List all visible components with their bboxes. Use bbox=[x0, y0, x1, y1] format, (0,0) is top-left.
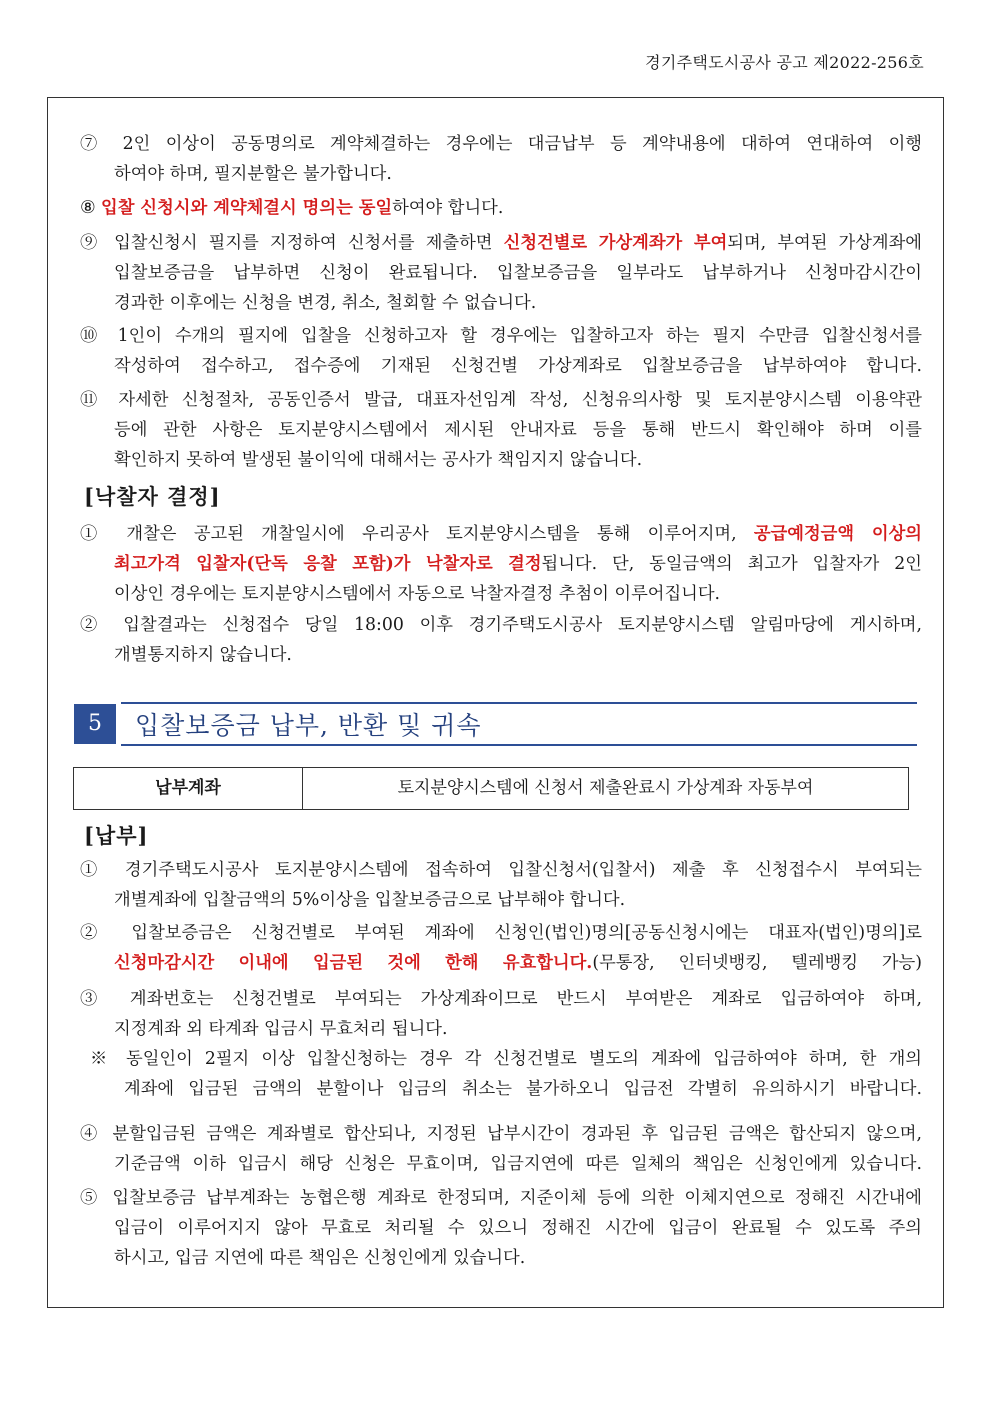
clause-text: 되며, 부여된 가상계좌에 bbox=[727, 233, 923, 253]
clause-text: 입찰보증금은 신청건별로 부여된 계좌에 신청인(법인)명의[공동신청시에는 대표자(법인)명의]로 bbox=[131, 923, 922, 943]
clause-highlight: 최고가격 입찰자(단독 응찰 포함)가 낙찰자로 결정 bbox=[114, 554, 542, 574]
clause-text: 작성하여 접수하고, 접수증에 기재된 신청건별 가상계좌로 입찰보증금을 납부하여야 합니다. bbox=[114, 356, 922, 376]
payment-item-5 bbox=[80, 1183, 922, 1273]
clause-text: 이상인 경우에는 토지분양시스템에서 자동으로 낙찰자결정 추첨이 이루어집니다. bbox=[114, 584, 721, 604]
clause-text: 확인하지 못하여 발생된 불이익에 대해서는 공사가 책임지지 않습니다. bbox=[114, 450, 643, 470]
clause-text: 하시고, 입금 지연에 따른 책임은 신청인에게 있습니다. bbox=[114, 1248, 526, 1268]
clause-item-10 bbox=[80, 321, 922, 381]
clause-text: 경과한 이후에는 신청을 변경, 취소, 철회할 수 없습니다. bbox=[114, 293, 537, 313]
clause-mark: ③ bbox=[80, 989, 111, 1009]
clause-text: 개별계좌에 입찰금액의 5%이상을 입찰보증금으로 납부해야 합니다. bbox=[114, 890, 626, 910]
clause-text: 동일인이 2필지 이상 입찰신청하는 경우 각 신청건별로 별도의 계좌에 입금하여야 하며, 한 개의 bbox=[126, 1049, 922, 1069]
clause-mark: ⑤ bbox=[80, 1188, 103, 1208]
clause-mark: ② bbox=[80, 923, 112, 943]
clause-item-7 bbox=[80, 129, 922, 189]
table-label-cell: 납부계좌 bbox=[74, 768, 303, 809]
clause-text: 하여야 하며, 필지분할은 불가합니다. bbox=[114, 164, 392, 184]
clause-mark: ① bbox=[80, 860, 109, 880]
payment-heading: [납부] bbox=[84, 823, 149, 848]
clause-item-9 bbox=[80, 228, 922, 318]
clause-text: 계좌번호는 신청건별로 부여되는 가상계좌이므로 반드시 부여받은 계좌로 입금하여야 하며, bbox=[129, 989, 922, 1009]
payment-note bbox=[90, 1044, 922, 1104]
table-value-cell: 토지분양시스템에 신청서 제출완료시 가상계좌 자동부여 bbox=[397, 778, 814, 798]
clause-text: 하여야 합니다. bbox=[392, 198, 504, 218]
payment-item-2 bbox=[80, 918, 922, 978]
payment-item-1 bbox=[80, 855, 922, 915]
clause-text: (무통장, 인터넷뱅킹, 텔레뱅킹 가능) bbox=[592, 953, 922, 973]
clause-text: 자세한 신청절차, 공동인증서 발급, 대표자선임계 작성, 신청유의사항 및 토지분양시스템 이용약관 bbox=[118, 390, 922, 410]
payment-account-table bbox=[73, 767, 909, 810]
winner-item-2 bbox=[80, 610, 922, 670]
clause-mark: ⑪ bbox=[80, 390, 106, 410]
clause-text: 2인 이상이 공동명의로 계약체결하는 경우에는 대금납부 등 계약내용에 대하여 연대하여 이행 bbox=[122, 134, 922, 154]
clause-text: 기준금액 이하 입금시 해당 신청은 무효이며, 입금지연에 따른 일체의 책임은 신청인에게 있습니다. bbox=[114, 1154, 922, 1174]
clause-text: 경기주택도시공사 토지분양시스템에 접속하여 입찰신청서(입찰서) 제출 후 신청접수시 부여되는 bbox=[124, 860, 922, 880]
clause-highlight: 입찰 신청시와 계약체결시 명의는 동일 bbox=[101, 198, 393, 218]
clause-highlight: 신청마감시간 이내에 입금된 것에 한해 유효합니다. bbox=[114, 953, 593, 973]
winner-heading: [낙찰자 결정] bbox=[84, 484, 221, 509]
clause-text: 입찰결과는 신청접수 당일 18:00 이후 경기주택도시공사 토지분양시스템 알림마당에 게시하며, bbox=[123, 615, 922, 635]
clause-mark: ② bbox=[80, 615, 108, 635]
clause-text: 입금이 이루어지지 않아 무효로 처리될 수 있으니 정해진 시간에 입금이 완료될 수 있도록 주의 bbox=[114, 1218, 922, 1238]
clause-text: 입찰보증금 납부계좌는 농협은행 계좌로 한정되며, 지준이체 등에 의한 이체지연으로 정해진 시간내에 bbox=[112, 1188, 922, 1208]
clause-text: 지정계좌 외 타계좌 입금시 무효처리 됩니다. bbox=[114, 1019, 448, 1039]
clause-mark: ⑨ bbox=[80, 233, 103, 253]
clause-mark: ① bbox=[80, 524, 110, 544]
clause-text: 입찰신청시 필지를 지정하여 신청서를 제출하면 bbox=[114, 233, 504, 253]
clause-text: 입찰보증금을 납부하면 신청이 완료됩니다. 입찰보증금을 일부라도 납부하거나 신청마감시간이 bbox=[114, 263, 922, 283]
clause-text: 개별통지하지 않습니다. bbox=[114, 645, 292, 665]
clause-mark: ⑧ bbox=[80, 198, 96, 218]
payment-item-3 bbox=[80, 984, 922, 1044]
clause-text: 분할입금된 금액은 계좌별로 합산되나, 지정된 납부시간이 경과된 후 입금된 금액은 합산되지 않으며, bbox=[112, 1124, 922, 1144]
clause-text: 등에 관한 사항은 토지분양시스템에서 제시된 안내자료 등을 통해 반드시 확인해야 하며 이를 bbox=[114, 420, 922, 440]
clause-item-11 bbox=[80, 385, 922, 475]
section-title-bar bbox=[121, 702, 917, 746]
section-number-badge: 5 bbox=[74, 704, 116, 744]
clause-text: 됩니다. 단, 동일금액의 최고가 입찰자가 2인 bbox=[541, 554, 922, 574]
clause-mark: ④ bbox=[80, 1124, 103, 1144]
clause-highlight: 신청건별로 가상계좌가 부여 bbox=[503, 233, 728, 253]
winner-item-1 bbox=[80, 519, 922, 609]
payment-item-4 bbox=[80, 1119, 922, 1179]
clause-item-8 bbox=[80, 193, 922, 223]
clause-mark: ⑦ bbox=[80, 134, 108, 154]
clause-text: 개찰은 공고된 개찰일시에 우리공사 토지분양시스템을 통해 이루어지며, bbox=[126, 524, 754, 544]
section-title: 입찰보증금 납부, 반환 및 귀속 bbox=[135, 711, 482, 740]
clause-text: 계좌에 입금된 금액의 분할이나 입금의 취소는 불가하오니 입금전 각별히 유의하시기 바랍니다. bbox=[124, 1079, 922, 1099]
notice-number: 경기주택도시공사 공고 제2022-256호 bbox=[645, 53, 924, 72]
clause-highlight: 공급예정금액 이상의 bbox=[753, 524, 922, 544]
clause-mark: ⑩ bbox=[80, 326, 105, 346]
clause-text: 1인이 수개의 필지에 입찰을 신청하고자 할 경우에는 입찰하고자 하는 필지 수만큼 입찰신청서를 bbox=[117, 326, 922, 346]
note-mark: ※ bbox=[90, 1049, 114, 1069]
